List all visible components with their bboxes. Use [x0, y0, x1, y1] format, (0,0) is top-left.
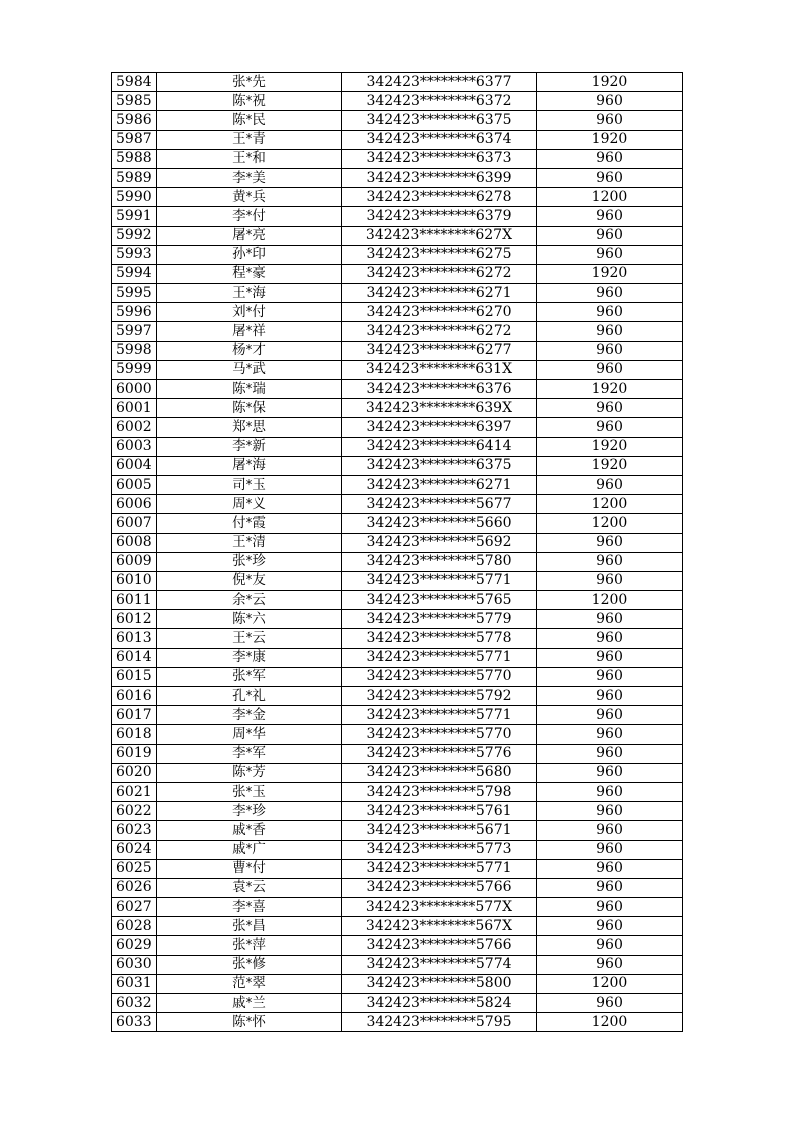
- cell-name: 戚*香: [157, 821, 342, 840]
- cell-serial-number: 6013: [112, 629, 157, 648]
- cell-name: 屠*海: [157, 456, 342, 475]
- cell-serial-number: 6004: [112, 456, 157, 475]
- cell-name: 陈*六: [157, 610, 342, 629]
- cell-amount: 960: [537, 322, 683, 341]
- cell-serial-number: 5986: [112, 111, 157, 130]
- cell-name: 张*玉: [157, 782, 342, 801]
- table-row: [112, 341, 683, 360]
- table-row: [112, 552, 683, 571]
- cell-amount: 960: [537, 898, 683, 917]
- cell-serial-number: 6017: [112, 706, 157, 725]
- cell-name: 王*和: [157, 149, 342, 168]
- cell-amount: 960: [537, 284, 683, 303]
- cell-name: 陈*祝: [157, 92, 342, 111]
- cell-serial-number: 6018: [112, 725, 157, 744]
- cell-amount: 960: [537, 418, 683, 437]
- cell-amount: 960: [537, 859, 683, 878]
- cell-name: 周*华: [157, 725, 342, 744]
- table-row: [112, 149, 683, 168]
- cell-id-number: 342423********5771: [342, 706, 537, 725]
- cell-amount: 960: [537, 725, 683, 744]
- cell-name: 李*军: [157, 744, 342, 763]
- cell-id-number: 342423********5773: [342, 840, 537, 859]
- cell-amount: 960: [537, 226, 683, 245]
- cell-name: 戚*广: [157, 840, 342, 859]
- cell-serial-number: 5988: [112, 149, 157, 168]
- cell-serial-number: 6005: [112, 475, 157, 494]
- cell-id-number: 342423********6272: [342, 264, 537, 283]
- cell-amount: 1200: [537, 591, 683, 610]
- cell-name: 李*金: [157, 706, 342, 725]
- cell-serial-number: 5987: [112, 130, 157, 149]
- cell-name: 李*美: [157, 168, 342, 187]
- cell-name: 王*青: [157, 130, 342, 149]
- table-row: [112, 111, 683, 130]
- table-row: [112, 495, 683, 514]
- cell-id-number: 342423********5824: [342, 994, 537, 1013]
- cell-id-number: 342423********6375: [342, 456, 537, 475]
- cell-id-number: 342423********5677: [342, 495, 537, 514]
- cell-name: 屠*祥: [157, 322, 342, 341]
- cell-amount: 960: [537, 360, 683, 379]
- cell-amount: 960: [537, 571, 683, 590]
- table-row: [112, 571, 683, 590]
- table-row: [112, 936, 683, 955]
- cell-name: 周*义: [157, 495, 342, 514]
- cell-id-number: 342423********5779: [342, 610, 537, 629]
- cell-amount: 960: [537, 744, 683, 763]
- table-row: [112, 360, 683, 379]
- cell-amount: 960: [537, 782, 683, 801]
- table-row: [112, 629, 683, 648]
- cell-id-number: 342423********5774: [342, 955, 537, 974]
- table-row: [112, 706, 683, 725]
- cell-amount: 960: [537, 936, 683, 955]
- cell-id-number: 342423********5761: [342, 802, 537, 821]
- cell-name: 李*珍: [157, 802, 342, 821]
- cell-name: 王*清: [157, 533, 342, 552]
- cell-serial-number: 5991: [112, 207, 157, 226]
- cell-name: 杨*才: [157, 341, 342, 360]
- cell-amount: 1200: [537, 1013, 683, 1032]
- cell-name: 张*修: [157, 955, 342, 974]
- table-row: [112, 284, 683, 303]
- cell-id-number: 342423********6271: [342, 284, 537, 303]
- cell-name: 戚*兰: [157, 994, 342, 1013]
- cell-serial-number: 6028: [112, 917, 157, 936]
- cell-name: 程*豪: [157, 264, 342, 283]
- cell-serial-number: 6002: [112, 418, 157, 437]
- cell-id-number: 342423********6377: [342, 73, 537, 92]
- cell-name: 张*萍: [157, 936, 342, 955]
- cell-serial-number: 6026: [112, 878, 157, 897]
- cell-name: 马*武: [157, 360, 342, 379]
- cell-serial-number: 5992: [112, 226, 157, 245]
- cell-name: 李*付: [157, 207, 342, 226]
- table-row: [112, 514, 683, 533]
- cell-amount: 1920: [537, 73, 683, 92]
- cell-serial-number: 6029: [112, 936, 157, 955]
- cell-name: 张*珍: [157, 552, 342, 571]
- cell-amount: 960: [537, 303, 683, 322]
- cell-amount: 960: [537, 763, 683, 782]
- cell-amount: 1200: [537, 495, 683, 514]
- cell-id-number: 342423********6277: [342, 341, 537, 360]
- cell-id-number: 342423********5798: [342, 782, 537, 801]
- table-row: [112, 380, 683, 399]
- cell-serial-number: 5993: [112, 245, 157, 264]
- table-row: [112, 1013, 683, 1032]
- cell-id-number: 342423********567X: [342, 917, 537, 936]
- table-row: [112, 763, 683, 782]
- cell-serial-number: 6012: [112, 610, 157, 629]
- table-row: [112, 687, 683, 706]
- cell-name: 陈*保: [157, 399, 342, 418]
- cell-name: 李*新: [157, 437, 342, 456]
- cell-amount: 960: [537, 168, 683, 187]
- cell-serial-number: 6024: [112, 840, 157, 859]
- table-row: [112, 130, 683, 149]
- cell-id-number: 342423********6278: [342, 188, 537, 207]
- cell-id-number: 342423********5792: [342, 687, 537, 706]
- cell-amount: 960: [537, 878, 683, 897]
- table-row: [112, 782, 683, 801]
- cell-name: 张*先: [157, 73, 342, 92]
- cell-id-number: 342423********5765: [342, 591, 537, 610]
- cell-id-number: 342423********5780: [342, 552, 537, 571]
- cell-amount: 960: [537, 399, 683, 418]
- cell-serial-number: 5999: [112, 360, 157, 379]
- cell-id-number: 342423********6275: [342, 245, 537, 264]
- cell-name: 余*云: [157, 591, 342, 610]
- table-row: [112, 437, 683, 456]
- table-row: [112, 744, 683, 763]
- cell-id-number: 342423********5766: [342, 878, 537, 897]
- cell-id-number: 342423********6272: [342, 322, 537, 341]
- cell-amount: 960: [537, 687, 683, 706]
- cell-amount: 960: [537, 149, 683, 168]
- cell-name: 陈*芳: [157, 763, 342, 782]
- table-row: [112, 207, 683, 226]
- cell-amount: 960: [537, 917, 683, 936]
- cell-serial-number: 6019: [112, 744, 157, 763]
- cell-serial-number: 5984: [112, 73, 157, 92]
- cell-serial-number: 6022: [112, 802, 157, 821]
- table-row: [112, 802, 683, 821]
- cell-serial-number: 6031: [112, 974, 157, 993]
- cell-id-number: 342423********6379: [342, 207, 537, 226]
- table-row: [112, 475, 683, 494]
- table-row: [112, 591, 683, 610]
- cell-amount: 960: [537, 629, 683, 648]
- cell-serial-number: 5994: [112, 264, 157, 283]
- cell-name: 张*军: [157, 667, 342, 686]
- cell-serial-number: 6006: [112, 495, 157, 514]
- table-row: [112, 917, 683, 936]
- cell-serial-number: 6014: [112, 648, 157, 667]
- cell-amount: 960: [537, 955, 683, 974]
- cell-amount: 1200: [537, 188, 683, 207]
- cell-name: 王*云: [157, 629, 342, 648]
- cell-id-number: 342423********6374: [342, 130, 537, 149]
- cell-id-number: 342423********6414: [342, 437, 537, 456]
- table-row: [112, 648, 683, 667]
- cell-id-number: 342423********6399: [342, 168, 537, 187]
- records-table-body: [112, 73, 683, 1032]
- table-row: [112, 667, 683, 686]
- cell-id-number: 342423********5766: [342, 936, 537, 955]
- cell-amount: 960: [537, 92, 683, 111]
- cell-amount: 1920: [537, 380, 683, 399]
- table-row: [112, 456, 683, 475]
- cell-id-number: 342423********5692: [342, 533, 537, 552]
- table-row: [112, 725, 683, 744]
- cell-name: 陈*怀: [157, 1013, 342, 1032]
- table-row: [112, 418, 683, 437]
- cell-serial-number: 6003: [112, 437, 157, 456]
- cell-id-number: 342423********631X: [342, 360, 537, 379]
- table-row: [112, 303, 683, 322]
- cell-amount: 960: [537, 840, 683, 859]
- cell-amount: 960: [537, 207, 683, 226]
- cell-amount: 960: [537, 802, 683, 821]
- cell-name: 李*康: [157, 648, 342, 667]
- cell-amount: 960: [537, 610, 683, 629]
- cell-id-number: 342423********6373: [342, 149, 537, 168]
- table-row: [112, 168, 683, 187]
- cell-amount: 1920: [537, 456, 683, 475]
- cell-name: 屠*亮: [157, 226, 342, 245]
- cell-name: 刘*付: [157, 303, 342, 322]
- cell-serial-number: 6025: [112, 859, 157, 878]
- cell-amount: 960: [537, 245, 683, 264]
- cell-serial-number: 5996: [112, 303, 157, 322]
- cell-id-number: 342423********5671: [342, 821, 537, 840]
- cell-name: 王*海: [157, 284, 342, 303]
- cell-id-number: 342423********5660: [342, 514, 537, 533]
- cell-id-number: 342423********6397: [342, 418, 537, 437]
- cell-id-number: 342423********6271: [342, 475, 537, 494]
- table-row: [112, 898, 683, 917]
- cell-serial-number: 6023: [112, 821, 157, 840]
- cell-amount: 960: [537, 648, 683, 667]
- cell-name: 曹*付: [157, 859, 342, 878]
- cell-serial-number: 6032: [112, 994, 157, 1013]
- table-row: [112, 264, 683, 283]
- table-row: [112, 878, 683, 897]
- cell-amount: 1200: [537, 974, 683, 993]
- table-row: [112, 73, 683, 92]
- cell-serial-number: 6007: [112, 514, 157, 533]
- cell-serial-number: 6011: [112, 591, 157, 610]
- cell-name: 陈*民: [157, 111, 342, 130]
- cell-amount: 960: [537, 706, 683, 725]
- table-row: [112, 245, 683, 264]
- cell-serial-number: 5985: [112, 92, 157, 111]
- cell-name: 袁*云: [157, 878, 342, 897]
- cell-serial-number: 5998: [112, 341, 157, 360]
- cell-amount: 960: [537, 111, 683, 130]
- cell-amount: 960: [537, 821, 683, 840]
- cell-serial-number: 6027: [112, 898, 157, 917]
- table-row: [112, 955, 683, 974]
- cell-id-number: 342423********5771: [342, 648, 537, 667]
- cell-serial-number: 6008: [112, 533, 157, 552]
- cell-amount: 960: [537, 341, 683, 360]
- cell-name: 张*昌: [157, 917, 342, 936]
- table-row: [112, 859, 683, 878]
- cell-amount: 1920: [537, 437, 683, 456]
- cell-id-number: 342423********5770: [342, 667, 537, 686]
- cell-serial-number: 6015: [112, 667, 157, 686]
- cell-id-number: 342423********5680: [342, 763, 537, 782]
- cell-name: 司*玉: [157, 475, 342, 494]
- cell-id-number: 342423********6376: [342, 380, 537, 399]
- cell-id-number: 342423********5770: [342, 725, 537, 744]
- table-row: [112, 610, 683, 629]
- cell-id-number: 342423********5800: [342, 974, 537, 993]
- cell-id-number: 342423********5776: [342, 744, 537, 763]
- records-table: [111, 72, 683, 1032]
- cell-amount: 960: [537, 667, 683, 686]
- cell-amount: 960: [537, 533, 683, 552]
- table-row: [112, 994, 683, 1013]
- cell-name: 黄*兵: [157, 188, 342, 207]
- cell-amount: 1920: [537, 130, 683, 149]
- cell-serial-number: 5995: [112, 284, 157, 303]
- cell-id-number: 342423********6270: [342, 303, 537, 322]
- cell-serial-number: 6020: [112, 763, 157, 782]
- cell-name: 李*喜: [157, 898, 342, 917]
- cell-amount: 1920: [537, 264, 683, 283]
- cell-id-number: 342423********5771: [342, 571, 537, 590]
- cell-amount: 960: [537, 552, 683, 571]
- table-row: [112, 840, 683, 859]
- table-row: [112, 399, 683, 418]
- cell-name: 范*翠: [157, 974, 342, 993]
- cell-serial-number: 5989: [112, 168, 157, 187]
- table-row: [112, 533, 683, 552]
- table-row: [112, 92, 683, 111]
- cell-id-number: 342423********639X: [342, 399, 537, 418]
- cell-serial-number: 6000: [112, 380, 157, 399]
- cell-id-number: 342423********5771: [342, 859, 537, 878]
- table-row: [112, 188, 683, 207]
- cell-amount: 1200: [537, 514, 683, 533]
- cell-name: 郑*思: [157, 418, 342, 437]
- cell-serial-number: 6021: [112, 782, 157, 801]
- cell-id-number: 342423********5795: [342, 1013, 537, 1032]
- cell-amount: 960: [537, 994, 683, 1013]
- cell-name: 陈*瑞: [157, 380, 342, 399]
- cell-id-number: 342423********6375: [342, 111, 537, 130]
- cell-serial-number: 5997: [112, 322, 157, 341]
- table-row: [112, 226, 683, 245]
- cell-name: 孙*印: [157, 245, 342, 264]
- table-row: [112, 974, 683, 993]
- table-row: [112, 821, 683, 840]
- cell-serial-number: 6009: [112, 552, 157, 571]
- cell-serial-number: 6016: [112, 687, 157, 706]
- cell-id-number: 342423********5778: [342, 629, 537, 648]
- cell-serial-number: 6010: [112, 571, 157, 590]
- cell-name: 孔*礼: [157, 687, 342, 706]
- table-row: [112, 322, 683, 341]
- cell-serial-number: 5990: [112, 188, 157, 207]
- cell-amount: 960: [537, 475, 683, 494]
- cell-name: 倪*友: [157, 571, 342, 590]
- cell-id-number: 342423********627X: [342, 226, 537, 245]
- cell-serial-number: 6033: [112, 1013, 157, 1032]
- cell-id-number: 342423********6372: [342, 92, 537, 111]
- cell-serial-number: 6001: [112, 399, 157, 418]
- cell-serial-number: 6030: [112, 955, 157, 974]
- cell-name: 付*霞: [157, 514, 342, 533]
- cell-id-number: 342423********577X: [342, 898, 537, 917]
